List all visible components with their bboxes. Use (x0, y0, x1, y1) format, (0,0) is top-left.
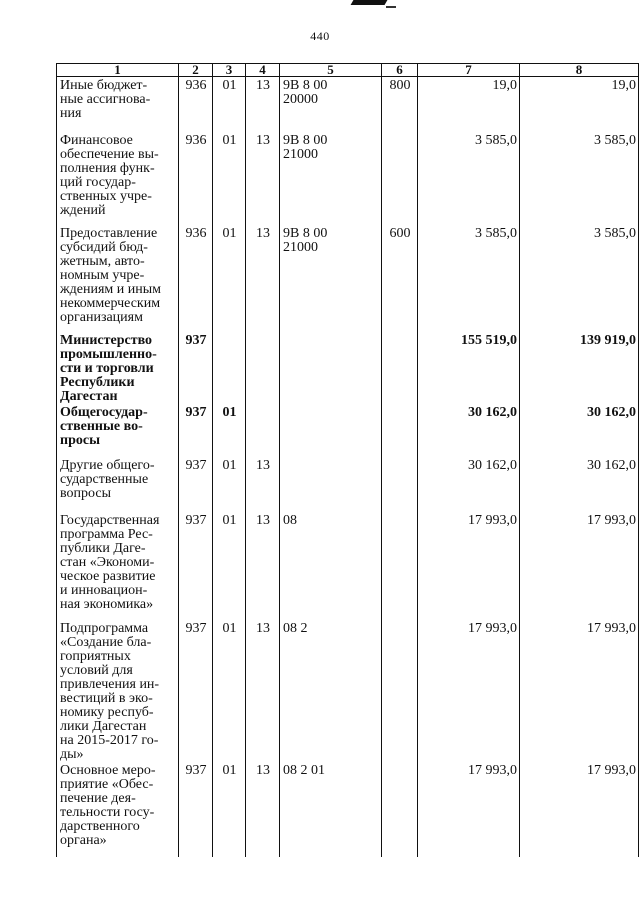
amount-2019-cell: 17 993,0 (418, 762, 520, 857)
target-article-cell: 9В 8 00 21000 (280, 225, 382, 332)
subsection2-cell: 13 (246, 132, 280, 225)
subsection-cell: 01 (213, 457, 246, 512)
budget-table (56, 63, 639, 857)
subsection2-cell (246, 404, 280, 457)
amount-2020-cell: 139 919,0 (520, 332, 639, 404)
subsection2-cell: 13 (246, 762, 280, 857)
amount-2020-cell: 17 993,0 (520, 512, 639, 620)
amount-2020-cell: 3 585,0 (520, 132, 639, 225)
header-col-7: 7 (418, 64, 520, 77)
header-col-4: 4 (246, 64, 280, 77)
amount-2019-cell: 19,0 (418, 77, 520, 132)
subsection2-cell: 13 (246, 457, 280, 512)
header-col-6: 6 (382, 64, 418, 77)
section-cell: 936 (179, 225, 213, 332)
expense-type-cell (382, 762, 418, 857)
target-article-cell (280, 457, 382, 512)
table-row (57, 620, 639, 762)
row-name-cell: Общегосудар- ственные во- просы (57, 404, 179, 457)
expense-type-cell (382, 620, 418, 762)
row-name-cell: Предоставление субсидий бюд- жетным, авто- номным учре- ждениям и иным некоммерческим организациям (57, 225, 179, 332)
table-row (57, 512, 639, 620)
expense-type-cell: 600 (382, 225, 418, 332)
section-cell: 937 (179, 620, 213, 762)
amount-2019-cell: 17 993,0 (418, 512, 520, 620)
subsection2-cell: 13 (246, 225, 280, 332)
expense-type-cell (382, 457, 418, 512)
row-name-cell: Государственная программа Рес- публики Даге- стан «Экономи- ческое развитие и инновацион- ная экономика» (57, 512, 179, 620)
header-col-3: 3 (213, 64, 246, 77)
expense-type-cell (382, 404, 418, 457)
amount-2019-cell: 30 162,0 (418, 404, 520, 457)
row-name-cell: Другие общего- сударственные вопросы (57, 457, 179, 512)
section-cell: 937 (179, 762, 213, 857)
table-row (57, 332, 639, 404)
subsection2-cell: 13 (246, 620, 280, 762)
table-row (57, 77, 639, 132)
row-name-cell: Подпрограмма «Создание бла- гоприятных условий для привлечения ин- вестиций в эко- номику респуб- лики Дагестан на 2015-2017 го- ды» (57, 620, 179, 762)
amount-2020-cell: 17 993,0 (520, 762, 639, 857)
amount-2019-cell: 155 519,0 (418, 332, 520, 404)
row-name-cell: Иные бюджет- ные ассигнова- ния (57, 77, 179, 132)
target-article-cell: 9В 8 00 21000 (280, 132, 382, 225)
subsection2-cell: 13 (246, 512, 280, 620)
table-row (57, 762, 639, 857)
page-number: 440 (310, 29, 330, 43)
section-cell: 937 (179, 332, 213, 404)
amount-2019-cell: 3 585,0 (418, 225, 520, 332)
header-row (57, 64, 639, 77)
header-col-1: 1 (57, 64, 179, 77)
expense-type-cell (382, 332, 418, 404)
subsection-cell: 01 (213, 404, 246, 457)
table-row (57, 404, 639, 457)
section-cell: 936 (179, 132, 213, 225)
table-row (57, 132, 639, 225)
amount-2020-cell: 19,0 (520, 77, 639, 132)
section-cell: 937 (179, 512, 213, 620)
subsection-cell: 01 (213, 762, 246, 857)
row-name-cell: Финансовое обеспечение вы- полнения функ- ций государ- ственных учре- ждений (57, 132, 179, 225)
subsection-cell: 01 (213, 620, 246, 762)
header-col-2: 2 (179, 64, 213, 77)
target-article-cell: 9В 8 00 20000 (280, 77, 382, 132)
table-row (57, 457, 639, 512)
scan-artifact (351, 0, 388, 5)
amount-2019-cell: 30 162,0 (418, 457, 520, 512)
amount-2020-cell: 30 162,0 (520, 457, 639, 512)
subsection2-cell: 13 (246, 77, 280, 132)
header-col-8: 8 (520, 64, 639, 77)
target-article-cell: 08 2 01 (280, 762, 382, 857)
amount-2019-cell: 3 585,0 (418, 132, 520, 225)
row-name-cell: Основное меро- приятие «Обес- печение дея- тельности госу- дарственного органа» (57, 762, 179, 857)
subsection2-cell (246, 332, 280, 404)
section-cell: 937 (179, 404, 213, 457)
expense-type-cell: 800 (382, 77, 418, 132)
subsection-cell: 01 (213, 132, 246, 225)
expense-type-cell (382, 512, 418, 620)
subsection-cell: 01 (213, 77, 246, 132)
row-name-cell: Министерство промышленно- сти и торговли Республики Дагестан (57, 332, 179, 404)
header-col-5: 5 (280, 64, 382, 77)
subsection-cell: 01 (213, 512, 246, 620)
subsection-cell: 01 (213, 225, 246, 332)
section-cell: 937 (179, 457, 213, 512)
amount-2020-cell: 3 585,0 (520, 225, 639, 332)
target-article-cell (280, 332, 382, 404)
amount-2019-cell: 17 993,0 (418, 620, 520, 762)
target-article-cell (280, 404, 382, 457)
table-row (57, 225, 639, 332)
target-article-cell: 08 2 (280, 620, 382, 762)
amount-2020-cell: 30 162,0 (520, 404, 639, 457)
section-cell: 936 (179, 77, 213, 132)
expense-type-cell (382, 132, 418, 225)
subsection-cell (213, 332, 246, 404)
scan-artifact-tail (386, 6, 396, 8)
amount-2020-cell: 17 993,0 (520, 620, 639, 762)
target-article-cell: 08 (280, 512, 382, 620)
